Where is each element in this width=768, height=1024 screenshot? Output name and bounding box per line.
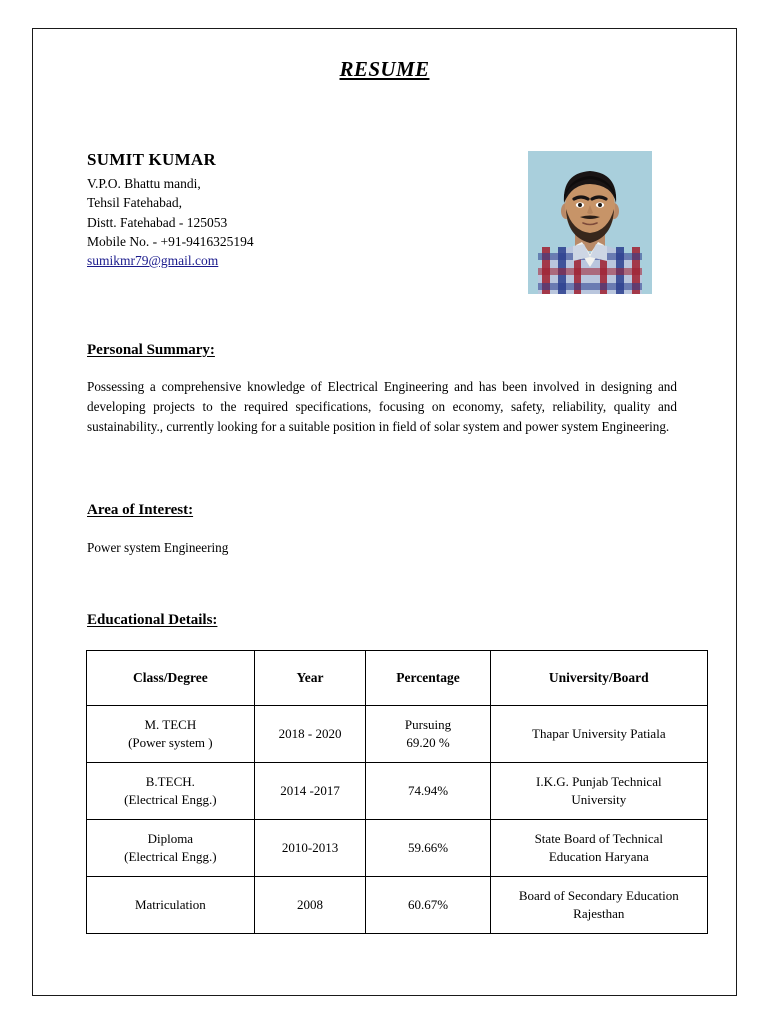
cell-university [490,820,707,877]
section-heading-personal-summary: Personal Summary: [87,342,215,358]
table-row [87,877,708,934]
section-heading-educational-details: Educational Details: [87,612,218,628]
page-title: RESUME [339,57,430,81]
university-line-2: Rajesthan [573,906,625,921]
address-line-1: V.P.O. Bhattu mandi, [87,176,201,192]
column-header-percentage: Percentage [366,651,490,706]
profile-photo [528,151,652,294]
cell-percentage [366,763,490,820]
cell-class-degree [87,820,255,877]
degree-line-2: (Electrical Engg.) [124,792,217,807]
personal-summary-text: Possessing a comprehensive knowledge of Electrical Engineering and has been involved in designing and developing projects to the required specifications, focusing on economy, safety, reliability, quality and sustainability., currently looking for a suitable position in field of solar system and power system Engineering. [87,379,677,435]
university-line-1: State Board of Technical [534,831,664,847]
cell-year: 2008 [254,877,366,934]
percentage-line-1: 60.67% [407,897,449,913]
column-header-year: Year [254,651,366,706]
profile-photo-illustration [528,151,652,294]
percentage-line-2: 69.20 % [406,735,450,750]
degree-line-2: (Power system ) [128,735,213,750]
cell-university [490,877,707,934]
degree-line-1: Matriculation [134,897,206,913]
education-table [86,650,708,934]
degree-line-1: B.TECH. [145,774,195,790]
area-of-interest-text: Power system Engineering [87,540,229,555]
cell-percentage [366,877,490,934]
table-row [87,763,708,820]
cell-class-degree [87,877,255,934]
cell-class-degree [87,763,255,820]
address-line-2: Tehsil Fatehabad, [87,195,183,211]
candidate-name: SUMIT KUMAR [87,150,217,169]
university-line-1: Thapar University Patiala [532,726,666,742]
degree-line-2: (Electrical Engg.) [124,849,217,864]
cell-year: 2010-2013 [254,820,366,877]
cell-year: 2014 -2017 [254,763,366,820]
email-link[interactable]: sumikmr79@gmail.com [87,252,219,268]
degree-line-1: Diploma [147,831,194,847]
mobile-number: Mobile No. - +91-9416325194 [87,233,254,249]
cell-university [490,763,707,820]
address-line-3: Distt. Fatehabad - 125053 [87,214,228,230]
cell-class-degree [87,706,255,763]
section-heading-area-of-interest: Area of Interest: [87,502,194,518]
cell-percentage [366,706,490,763]
page-content [33,29,736,995]
university-line-1: I.K.G. Punjab Technical [536,774,662,790]
percentage-line-1: Pursuing [404,717,452,733]
percentage-line-1: 59.66% [407,840,449,856]
table-row [87,706,708,763]
cell-percentage [366,820,490,877]
column-header-class-degree: Class/Degree [87,651,255,706]
percentage-line-1: 74.94% [407,783,449,799]
university-line-2: University [571,792,627,807]
resume-page [32,28,737,996]
university-line-1: Board of Secondary Education [518,888,679,904]
university-line-2: Education Haryana [548,849,649,864]
column-header-university-board: University/Board [490,651,707,706]
cell-university [490,706,707,763]
contact-block [87,149,417,270]
degree-line-1: M. TECH [144,717,197,733]
cell-year: 2018 - 2020 [254,706,366,763]
table-row [87,820,708,877]
table-header-row [87,651,708,706]
education-table-wrapper [86,650,708,934]
